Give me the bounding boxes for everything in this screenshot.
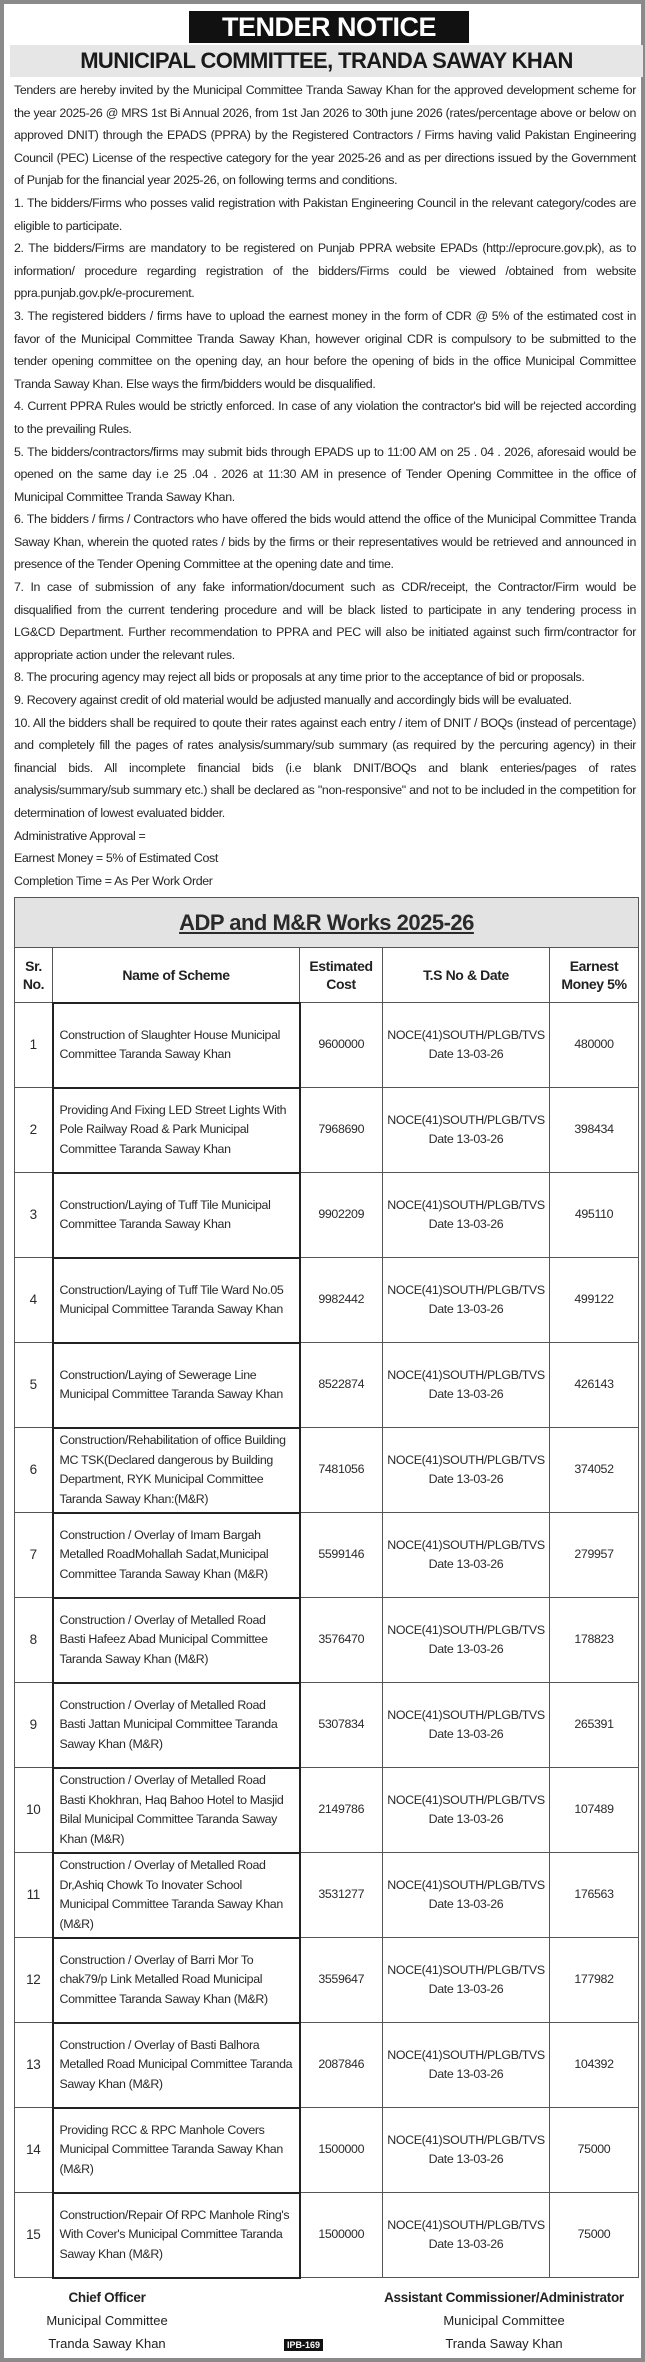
cost-cell: 7481056 [300, 1428, 383, 1513]
schemes-table [14, 897, 639, 2279]
cost-cell: 3576470 [300, 1598, 383, 1683]
table-row [15, 1173, 639, 1258]
signature-title: Chief Officer [68, 2290, 146, 2305]
ts-number: NOCE(41)SOUTH/PLGB/TVS [387, 1197, 545, 1212]
ts-cell [383, 2108, 550, 2193]
table-row [15, 1513, 639, 1598]
term-item: 3. The registered bidders / firms have to upload the earnest money in the form of CDR @ 5% of the estimated cost in favor of the Municipal Committee Tranda Saway Khan, however original CDR is compulsory to be submitted to the tender opening committee on the opening day, an hour before the opening of bids in the office Municipal Committee Tranda Saway Khan. Else ways the firm/bidders would be disqualified. [14, 308, 636, 391]
ts-number: NOCE(41)SOUTH/PLGB/TVS [387, 1962, 545, 1977]
table-row [15, 1938, 639, 2023]
ts-cell [383, 2193, 550, 2278]
earnest-money-cell: 495110 [550, 1173, 639, 1258]
scheme-name-cell: Construction / Overlay of Basti Balhora Metalled Road Municipal Committee Taranda Saway Khan (M&R) [53, 2023, 300, 2108]
ts-number: NOCE(41)SOUTH/PLGB/TVS [387, 2132, 545, 2147]
notice-title: TENDER NOTICE [189, 11, 469, 43]
scheme-name-cell: Construction / Overlay of Metalled Road Basti Jattan Municipal Committee Taranda Saway Khan (M&R) [53, 1683, 300, 1768]
ts-date: Date 13-03-26 [428, 1557, 504, 1571]
cost-cell: 2149786 [300, 1768, 383, 1853]
cost-cell: 3531277 [300, 1853, 383, 1938]
table-row [15, 1768, 639, 1853]
ts-cell [383, 1938, 550, 2023]
ts-date: Date 13-03-26 [428, 1727, 504, 1741]
earnest-money-cell: 177982 [550, 1938, 639, 2023]
scheme-name-cell: Construction/Repair Of RPC Manhole Ring's With Cover's Municipal Committee Taranda Saway Khan (M&R) [53, 2193, 300, 2278]
sr-cell: 2 [15, 1088, 53, 1173]
ts-date: Date 13-03-26 [428, 1812, 504, 1826]
ts-date: Date 13-03-26 [428, 1897, 504, 1911]
ts-number: NOCE(41)SOUTH/PLGB/TVS [387, 1112, 545, 1127]
sr-cell: 14 [15, 2108, 53, 2193]
header-name: Name of Scheme [53, 948, 300, 1003]
ts-cell [383, 1088, 550, 1173]
term-item: 6. The bidders / firms / Contractors who have offered the bids would attend the office of the Municipal Committee Tranda Saway Khan, wherein the quoted rates / bids by the firms or their representatives would be retrieved and announced in presence of the Tender Opening Committee at the opening date and time. [14, 512, 636, 572]
earnest-money-cell: 107489 [550, 1768, 639, 1853]
earnest-money-cell: 176563 [550, 1853, 639, 1938]
scheme-name-cell: Construction / Overlay of Metalled Road Dr,Ashiq Chowk To Inovater School Municipal Committee Taranda Saway Khan (M&R) [53, 1853, 300, 1938]
sr-cell: 6 [15, 1428, 53, 1513]
cost-cell: 1500000 [300, 2108, 383, 2193]
signature-line: Municipal Committee [443, 2313, 565, 2328]
term-item: 5. The bidders/contractors/firms may submit bids through EPADS up to 11:00 AM on 25 . 04 . 2026, aforesaid would be opened on the same day i.e 25 .04 . 2026 at 11:30 AM in presence of Tender Opening Committee in the office of Municipal Committee Tranda Saway Khan. [14, 444, 636, 504]
term-item: 1. The bidders/Firms who posses valid registration with Pakistan Engineering Council in the relevant category/codes are eligible to participate. [14, 195, 636, 233]
ts-date: Date 13-03-26 [428, 1982, 504, 1996]
cost-cell: 5307834 [300, 1683, 383, 1768]
earnest-money-cell: 398434 [550, 1088, 639, 1173]
ts-number: NOCE(41)SOUTH/PLGB/TVS [387, 1537, 545, 1552]
ts-cell [383, 1428, 550, 1513]
earnest-money-cell: 75000 [550, 2193, 639, 2278]
header-cost: Estimated Cost [300, 948, 383, 1003]
signature-title: Assistant Commissioner/Administrator [384, 2290, 624, 2305]
scheme-name-cell: Construction of Slaughter House Municipal Committee Taranda Saway Khan [53, 1003, 300, 1088]
ts-cell [383, 1683, 550, 1768]
sr-cell: 7 [15, 1513, 53, 1598]
sr-cell: 12 [15, 1938, 53, 2023]
ts-number: NOCE(41)SOUTH/PLGB/TVS [387, 1707, 545, 1722]
scheme-name-cell: Construction/Laying of Tuff Tile Municipal Committee Taranda Saway Khan [53, 1173, 300, 1258]
cost-cell: 5599146 [300, 1513, 383, 1598]
sr-cell: 9 [15, 1683, 53, 1768]
ts-date: Date 13-03-26 [428, 1132, 504, 1146]
scheme-name-cell: Construction / Overlay of Metalled Road Basti Hafeez Abad Municipal Committee Taranda Saway Khan (M&R) [53, 1598, 300, 1683]
ts-number: NOCE(41)SOUTH/PLGB/TVS [387, 1367, 545, 1382]
term-item: 8. The procuring agency may reject all bids or proposals at any time prior to the acceptance of bid or proposals. [14, 670, 585, 685]
term-item: 2. The bidders/Firms are mandatory to be registered on Punjab PPRA website EPADs (http://eprocure.gov.pk), as to information/ procedure regarding registration of the bidders/Firms could be viewed /obtained from website ppra.punjab.gov.pk/e-procurement. [14, 241, 636, 301]
ts-number: NOCE(41)SOUTH/PLGB/TVS [387, 1877, 545, 1892]
ts-cell [383, 1768, 550, 1853]
ts-cell [383, 1003, 550, 1088]
ts-number: NOCE(41)SOUTH/PLGB/TVS [387, 1452, 545, 1467]
table-caption: ADP and M&R Works 2025-26 [15, 898, 639, 948]
ts-number: NOCE(41)SOUTH/PLGB/TVS [387, 2047, 545, 2062]
scheme-name-cell: Providing RCC & RPC Manhole Covers Municipal Committee Taranda Saway Khan (M&R) [53, 2108, 300, 2193]
signature-line: Tranda Saway Khan [445, 2336, 563, 2351]
cost-cell: 8522874 [300, 1343, 383, 1428]
notice-subtitle: MUNICIPAL COMMITTEE, TRANDA SAWAY KHAN [10, 45, 643, 77]
ts-cell [383, 1598, 550, 1683]
earnest-money-cell: 279957 [550, 1513, 639, 1598]
cost-cell: 9982442 [300, 1258, 383, 1343]
signature-line: Tranda Saway Khan [48, 2336, 166, 2351]
term-item: 4. Current PPRA Rules would be strictly enforced. In case of any violation the contractor's bid will be rejected according to the prevailing Rules. [14, 399, 636, 436]
note-line: Completion Time = As Per Work Order [14, 873, 213, 888]
ts-number: NOCE(41)SOUTH/PLGB/TVS [387, 1622, 545, 1637]
term-item: 10. All the bidders shall be required to qoute their rates against each entry / item of DNIT / BOQs (instead of percentage) and completely fill the pages of rates analysis/summary/sub summary (as required by the percuring agency) in their financial bids. All incomplete financial bids (i.e blank DNIT/BOQs and blank enteries/pages of rates analysis/summary/sub summary etc.) shall be declared as "non-responsive" and not to be included in the competition for determination of lowest evaluated bidder. [14, 715, 636, 820]
earnest-money-cell: 480000 [550, 1003, 639, 1088]
table-row [15, 1343, 639, 1428]
ts-number: NOCE(41)SOUTH/PLGB/TVS [387, 1792, 545, 1807]
ts-number: NOCE(41)SOUTH/PLGB/TVS [387, 1027, 545, 1042]
table-row [15, 2023, 639, 2108]
earnest-money-cell: 104392 [550, 2023, 639, 2108]
ts-cell [383, 2023, 550, 2108]
cost-cell: 9902209 [300, 1173, 383, 1258]
scheme-name-cell: Construction/Laying of Tuff Tile Ward No.05 Municipal Committee Taranda Saway Khan [53, 1258, 300, 1343]
signature-line: Municipal Committee [46, 2313, 168, 2328]
ts-number: NOCE(41)SOUTH/PLGB/TVS [387, 1282, 545, 1297]
ts-date: Date 13-03-26 [428, 1217, 504, 1231]
note-line: Earnest Money = 5% of Estimated Cost [14, 851, 218, 866]
sr-cell: 3 [15, 1173, 53, 1258]
term-item: 7. In case of submission of any fake information/document such as CDR/receipt, the Contractor/Firm would be disqualified from the current tendering procedure and will be black listed to participate in any tendering process in LG&CD Department. Further recommendation to PPRA and PEC will also be initiated against such firm/contractor for appropriate action under the relevant rules. [14, 580, 636, 662]
table-row [15, 2108, 639, 2193]
table-row [15, 1853, 639, 1938]
cost-cell: 1500000 [300, 2193, 383, 2278]
ts-cell [383, 1343, 550, 1428]
signature-assistant-commissioner [379, 2286, 629, 2355]
cost-cell: 7968690 [300, 1088, 383, 1173]
ts-date: Date 13-03-26 [428, 2152, 504, 2166]
sr-cell: 5 [15, 1343, 53, 1428]
table-row [15, 1258, 639, 1343]
earnest-money-cell: 178823 [550, 1598, 639, 1683]
ipb-code: IPB-169 [284, 2339, 323, 2351]
scheme-name-cell: Construction / Overlay of Barri Mor To chak79/p Link Metalled Road Municipal Committee Taranda Saway Khan (M&R) [53, 1938, 300, 2023]
scheme-name-cell: Construction/Rehabilitation of office Building MC TSK(Declared dangerous by Building Department, RYK Municipal Committee Taranda Saway Khan:(M&R) [53, 1428, 300, 1513]
earnest-money-cell: 426143 [550, 1343, 639, 1428]
ts-date: Date 13-03-26 [428, 1387, 504, 1401]
scheme-name-cell: Construction/Laying of Sewerage Line Municipal Committee Taranda Saway Khan [53, 1343, 300, 1428]
sr-cell: 15 [15, 2193, 53, 2278]
scheme-name-cell: Construction / Overlay of Imam Bargah Metalled RoadMohallah Sadat,Municipal Committee Taranda Saway Khan (M&R) [53, 1513, 300, 1598]
cost-cell: 9600000 [300, 1003, 383, 1088]
earnest-money-cell: 75000 [550, 2108, 639, 2193]
header-money: Earnest Money 5% [550, 948, 639, 1003]
ts-date: Date 13-03-26 [428, 2067, 504, 2081]
sr-cell: 4 [15, 1258, 53, 1343]
sr-cell: 11 [15, 1853, 53, 1938]
ts-number: NOCE(41)SOUTH/PLGB/TVS [387, 2217, 545, 2232]
table-row [15, 1428, 639, 1513]
ts-date: Date 13-03-26 [428, 1472, 504, 1486]
ts-cell [383, 1513, 550, 1598]
note-line: Administrative Approval = [14, 828, 146, 843]
scheme-name-cell: Construction / Overlay of Metalled Road Basti Khokhran, Haq Bahoo Hotel to Masjid Bilal Municipal Committee Taranda Saway Khan (M&R) [53, 1768, 300, 1853]
sr-cell: 1 [15, 1003, 53, 1088]
signature-chief-officer [32, 2286, 182, 2355]
table-row [15, 1683, 639, 1768]
header-sr: Sr. No. [15, 948, 53, 1003]
cost-cell: 2087846 [300, 2023, 383, 2108]
earnest-money-cell: 499122 [550, 1258, 639, 1343]
table-row [15, 1088, 639, 1173]
scheme-name-cell: Providing And Fixing LED Street Lights With Pole Railway Road & Park Municipal Committee Taranda Saway Khan [53, 1088, 300, 1173]
ts-date: Date 13-03-26 [428, 1302, 504, 1316]
header-ts: T.S No & Date [383, 948, 550, 1003]
table-row [15, 1003, 639, 1088]
sr-cell: 10 [15, 1768, 53, 1853]
ts-date: Date 13-03-26 [428, 2237, 504, 2251]
ts-date: Date 13-03-26 [428, 1047, 504, 1061]
ts-date: Date 13-03-26 [428, 1642, 504, 1656]
cost-cell: 3559647 [300, 1938, 383, 2023]
table-row [15, 2193, 639, 2278]
term-item: 9. Recovery against credit of old material would be adjusted manually and accordingly bids will be evaluated. [14, 693, 572, 708]
ts-cell [383, 1258, 550, 1343]
earnest-money-cell: 265391 [550, 1683, 639, 1768]
earnest-money-cell: 374052 [550, 1428, 639, 1513]
ts-cell [383, 1853, 550, 1938]
ts-cell [383, 1173, 550, 1258]
sr-cell: 13 [15, 2023, 53, 2108]
sr-cell: 8 [15, 1598, 53, 1683]
notice-body [14, 79, 636, 892]
intro-paragraph: Tenders are hereby invited by the Municipal Committee Tranda Saway Khan for the approved development scheme for the year 2025-26 @ MRS 1st Bi Annual 2026, from 1st Jan 2026 to 30th june 2026 (rates/percentage above or below on approved DNIT) through the EPADS (PPRA) by the Registered Contractors / Firms having valid Pakistan Engineering Council (PEC) License of the respective category for the year 2025-26 and as per directions issued by the Government of Punjab for the financial year 2025-26, on following terms and conditions. [14, 83, 636, 188]
table-row [15, 1598, 639, 1683]
